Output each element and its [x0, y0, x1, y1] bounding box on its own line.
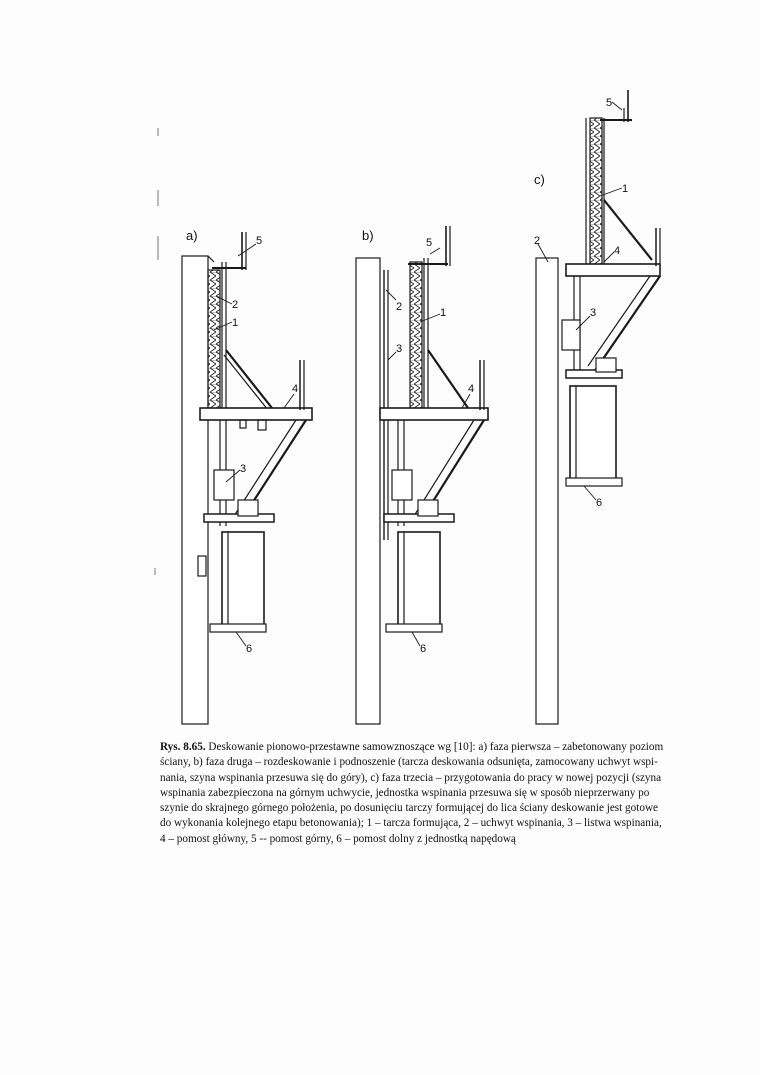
panel-c-lower-platform [570, 386, 616, 480]
panel-c-callout-5: 5 [606, 97, 613, 109]
panel-b-wall [356, 258, 380, 724]
panel-b-label: b) [362, 228, 374, 243]
panel-c-wall [536, 258, 558, 724]
panel-c-callout-2: 2 [534, 235, 541, 247]
panel-c-main-platform [566, 264, 660, 276]
panel-b [356, 226, 488, 724]
caption-number: Rys. 8.65. [160, 741, 206, 753]
panel-c [534, 90, 660, 724]
panel-b-callout-5: 5 [426, 237, 433, 249]
caption-line-7: 4 – pomost główny, 5 -- pomost górny, 6 – pomost dolny z jednostką napędową [160, 832, 516, 845]
panel-b-callout-3: 3 [396, 343, 403, 355]
caption-line-5: szynie do skrajnego górnego położenia, po dosunięciu tarczy formującej do lica ściany deskowanie jest gotowe [160, 802, 658, 815]
figure-caption [160, 740, 758, 847]
panel-a-label: a) [186, 228, 198, 243]
panel-b-callout-6: 6 [420, 643, 427, 655]
caption-line-6: do wykonania kolejnego etapu betonowania); 1 – tarcza formująca, 2 – uchwyt wspinania, 3 – listwa wspinania, [160, 817, 662, 830]
panel-a [182, 228, 312, 724]
caption-line-1 [160, 740, 758, 755]
panel-c-callout-3: 3 [590, 307, 597, 319]
panel-c-callout-1: 1 [622, 183, 629, 195]
panel-c-callout-6: 6 [596, 497, 603, 509]
caption-line-2: ściany, b) faza druga – rozdeskowanie i podnoszenie (tarcza deskowania odsunięta, zamocowany uchwyt wspi- [160, 756, 658, 769]
panel-b-callout-4: 4 [468, 383, 475, 395]
caption-text-1: Deskowanie pionowo-przestawne samowznoszące wg [10]: a) faza pierwsza – zabetonowany poziom [208, 741, 664, 753]
panel-c-callout-4: 4 [614, 245, 621, 257]
panel-b-callout-2: 2 [396, 301, 403, 313]
caption-line-4: wspinania zabezpieczona na górnym uchwycie, jednostka wspinania przesuwa się w sposób nieprzerwany po [160, 786, 650, 799]
panel-b-callout-1: 1 [440, 307, 447, 319]
panel-a-wall [182, 256, 208, 724]
panel-a-main-platform [200, 408, 312, 420]
panel-a-callout-3: 3 [240, 463, 247, 475]
panel-a-callout-5: 5 [256, 235, 263, 247]
panel-c-label: c) [534, 172, 545, 187]
panel-b-main-platform [380, 408, 488, 420]
panel-a-callout-1: 1 [232, 317, 239, 329]
panel-a-callout-6: 6 [246, 643, 253, 655]
panel-a-formwork-panel [208, 270, 220, 412]
panel-c-formwork-panel [590, 118, 602, 268]
panel-b-formwork-panel [410, 262, 422, 412]
caption-line-3: nania, szyna wspinania przesuwa się do góry), c) faza trzecia – przygotowania do pracy w nowej pozycji (szyna [160, 771, 662, 784]
panel-a-callout-4: 4 [292, 383, 299, 395]
panel-a-callout-2: 2 [232, 299, 239, 311]
scan-margin-marks [155, 128, 158, 575]
